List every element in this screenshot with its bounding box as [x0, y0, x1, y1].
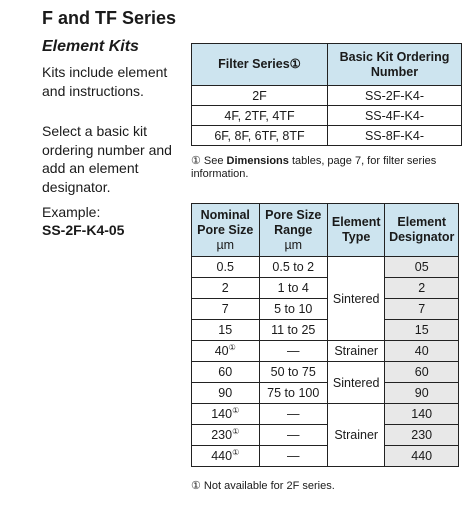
header-label: Basic Kit Ordering Number: [339, 49, 450, 79]
nominal-cell: 2: [192, 278, 260, 299]
intro-paragraph: Kits include element and instructions.: [42, 64, 168, 99]
header-label: Nominal Pore Size: [197, 207, 254, 237]
range-cell: —: [259, 425, 328, 446]
section-subtitle: Element Kits: [42, 38, 139, 55]
footnote-text: tables, page 7, for filter series information.: [191, 155, 437, 180]
footnote-text: ① See: [191, 155, 227, 167]
table-row: [192, 257, 459, 278]
header-label: Filter Series①: [218, 57, 301, 71]
nominal-value: 230: [211, 428, 233, 442]
nominal-cell: [192, 446, 260, 467]
element-type-cell: Strainer: [328, 341, 385, 362]
range-cell: —: [259, 446, 328, 467]
footnote-marker: ①: [232, 405, 240, 415]
footnote-marker: ①: [228, 342, 236, 352]
kit-number-cell: SS-4F-K4-: [328, 106, 462, 126]
nominal-cell: 0.5: [192, 257, 260, 278]
example-block: [42, 203, 124, 239]
designator-cell: 60: [385, 362, 459, 383]
header-filter-series: [192, 44, 328, 86]
table-row: [192, 299, 459, 320]
footnote-marker: ①: [232, 426, 240, 436]
table-row: [192, 341, 459, 362]
designator-cell: 15: [385, 320, 459, 341]
element-type-cell: Sintered: [328, 257, 385, 341]
nominal-cell: 7: [192, 299, 260, 320]
range-cell: 0.5 to 2: [259, 257, 328, 278]
example-code: SS-2F-K4-05: [42, 222, 125, 238]
nominal-value: 140: [211, 407, 233, 421]
example-label: Example:: [42, 204, 101, 220]
kit-ordering-table: [191, 43, 462, 146]
table-row: [192, 106, 462, 126]
nominal-value: 40: [214, 344, 229, 358]
element-type-cell: Sintered: [328, 362, 385, 404]
header-element-designator: [385, 204, 459, 257]
header-pore-size-range: [259, 204, 328, 257]
page-title: F and TF Series: [42, 8, 177, 28]
table-row: [192, 278, 459, 299]
nominal-cell: [192, 404, 260, 425]
instruction-paragraph: Select a basic kit ordering number and add an element designator.: [42, 123, 172, 195]
range-cell: —: [259, 404, 328, 425]
nominal-cell: 60: [192, 362, 260, 383]
kit-table-footnote: [191, 155, 466, 181]
designator-cell: 140: [385, 404, 459, 425]
table-header-row: [192, 44, 462, 86]
range-cell: 50 to 75: [259, 362, 328, 383]
table-row: [192, 446, 459, 467]
table-row: [192, 86, 462, 106]
header-basic-kit: [328, 44, 462, 86]
unit-label: µm: [216, 237, 235, 252]
footnote-bold-text: Dimensions: [226, 155, 289, 167]
filter-series-cell: 6F, 8F, 6TF, 8TF: [192, 126, 328, 146]
kit-number-cell: SS-2F-K4-: [328, 86, 462, 106]
designator-cell: 230: [385, 425, 459, 446]
table-row: [192, 126, 462, 146]
range-cell: 11 to 25: [259, 320, 328, 341]
designator-cell: 7: [385, 299, 459, 320]
table-row: [192, 425, 459, 446]
header-label: Element Designator: [389, 215, 455, 244]
nominal-cell: 90: [192, 383, 260, 404]
header-element-type: [328, 204, 385, 257]
table-row: [192, 362, 459, 383]
header-label: Element Type: [331, 215, 381, 244]
designator-cell: 40: [385, 341, 459, 362]
table-header-row: [192, 204, 459, 257]
designator-cell: 05: [385, 257, 459, 278]
nominal-cell: [192, 341, 260, 362]
designator-cell: 90: [385, 383, 459, 404]
unit-label: µm: [284, 237, 303, 252]
footnote-marker: ①: [232, 447, 240, 457]
table-row: [192, 320, 459, 341]
filter-series-cell: 2F: [192, 86, 328, 106]
element-designator-table: [191, 203, 459, 467]
designator-cell: 2: [385, 278, 459, 299]
range-cell: —: [259, 341, 328, 362]
filter-series-cell: 4F, 2TF, 4TF: [192, 106, 328, 126]
table-row: [192, 383, 459, 404]
table-row: [192, 404, 459, 425]
range-cell: 1 to 4: [259, 278, 328, 299]
header-label: Pore Size Range: [265, 207, 322, 237]
range-cell: 5 to 10: [259, 299, 328, 320]
designator-cell: 440: [385, 446, 459, 467]
element-table-footnote: ① Not available for 2F series.: [191, 480, 335, 492]
nominal-cell: [192, 425, 260, 446]
nominal-value: 440: [211, 449, 233, 463]
header-nominal-pore-size: [192, 204, 260, 257]
range-cell: 75 to 100: [259, 383, 328, 404]
element-type-cell: Strainer: [328, 404, 385, 467]
nominal-cell: 15: [192, 320, 260, 341]
kit-number-cell: SS-8F-K4-: [328, 126, 462, 146]
